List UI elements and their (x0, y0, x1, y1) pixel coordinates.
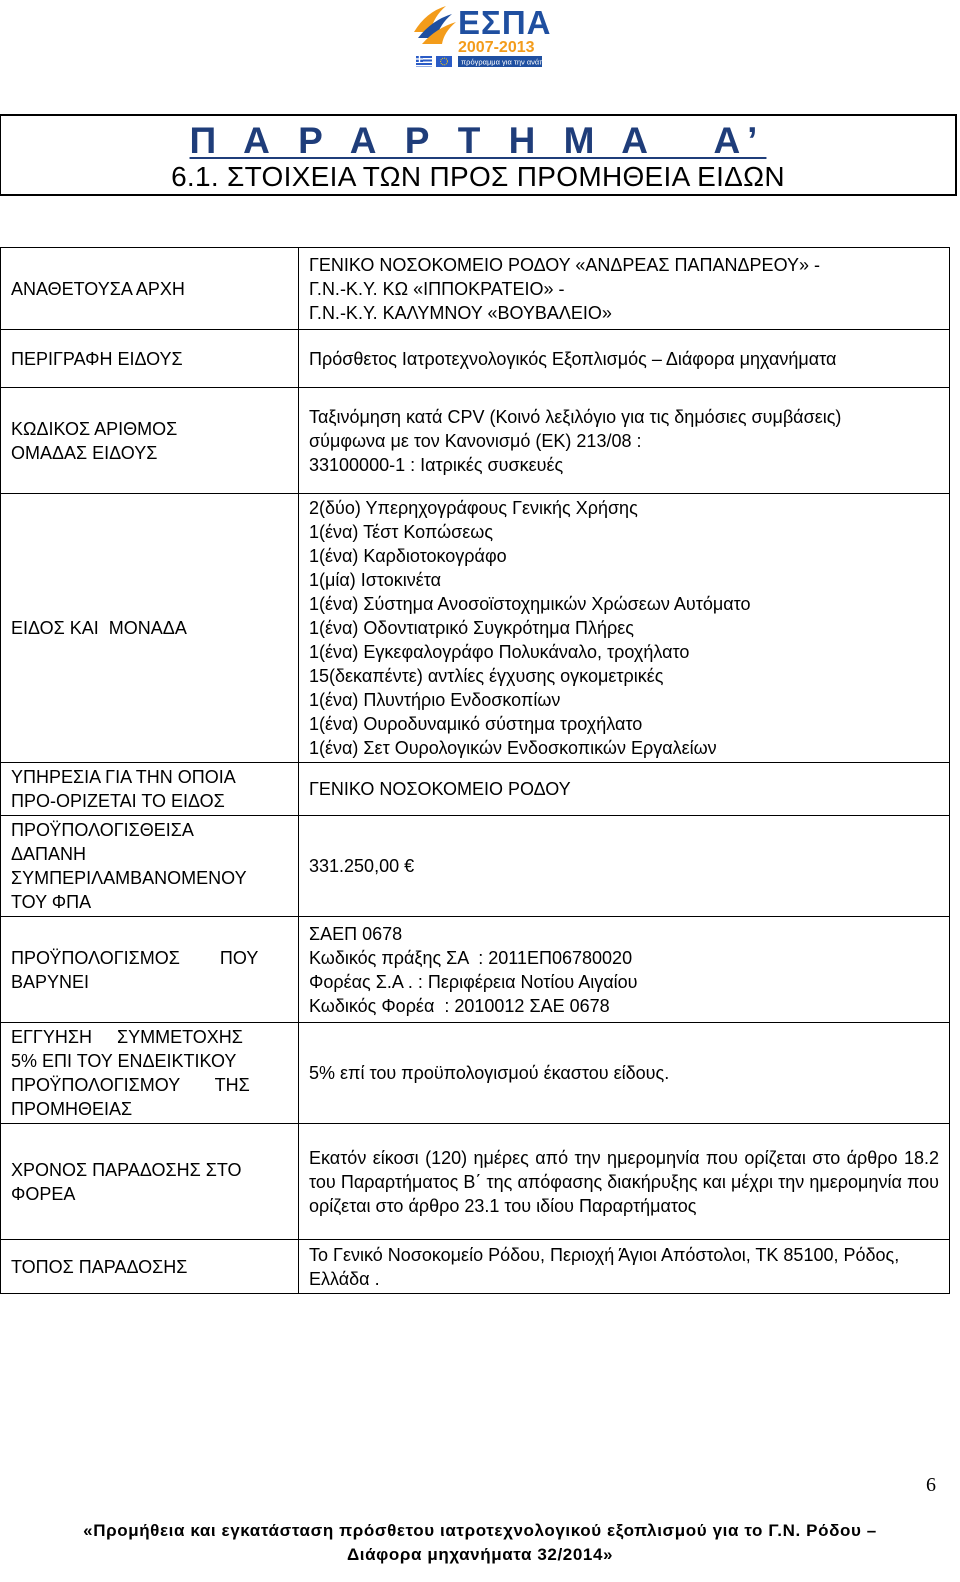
row-label-line: ΣΥΜΠΕΡΙΛΑΜΒΑΝΟΜΕΝΟΥ (11, 868, 247, 888)
row-value-line: 15(δεκαπέντε) αντλίες έγχυσης ογκομετρικές (309, 666, 664, 686)
row-value-line: Κωδικός Φορέα : 2010012 ΣΑΕ 0678 (309, 995, 610, 1016)
row-value-line: 1(ένα) Καρδιοτοκογράφο (309, 546, 507, 566)
row-value-line: 1(ένα) Οδοντιατρικό Συγκρότημα Πλήρες (309, 618, 634, 638)
row-label (1, 330, 299, 388)
eu-flag-icon (436, 56, 452, 67)
row-label-line: ΤΟΥ ΦΠΑ (11, 892, 92, 912)
annex-title: Π Α Ρ Α Ρ Τ Η Μ Α Α’ (189, 120, 767, 161)
logo-years: 2007-2013 (458, 39, 535, 56)
table-row (1, 1023, 950, 1124)
row-value-line: 331.250,00 € (309, 856, 415, 876)
row-value (299, 248, 950, 330)
row-label-line: ΔΑΠΑΝΗ (11, 844, 87, 864)
section-title: 6.1. ΣΤΟΙΧΕΙΑ ΤΩΝ ΠΡΟΣ ΠΡΟΜΗΘΕΙΑ ΕΙΔΩΝ (171, 161, 785, 192)
table-row (1, 763, 950, 816)
row-label-line: ΟΜΑΔΑΣ ΕΙΔΟΥΣ (11, 442, 158, 463)
row-value (299, 330, 950, 388)
row-label-line: ΕΓΓΥΗΣΗ ΣΥΜΜΕΤΟΧΗΣ (11, 1027, 243, 1047)
row-value (299, 1240, 950, 1294)
row-label-line: ΠΡΟΫΠΟΛΟΓΙΣΜΟΥ ΤΗΣ (11, 1075, 250, 1095)
row-label-line: ΕΙΔΟΣ ΚΑΙ ΜΟΝΑΔΑ (11, 618, 187, 638)
row-value-line: Γ.Ν.-Κ.Υ. ΚΩ «ΙΠΠΟΚΡΑΤΕΙΟ» - (309, 278, 565, 299)
row-value-line: ΓΕΝΙΚΟ ΝΟΣΟΚΟΜΕΙΟ ΡΟΔΟΥ (309, 779, 571, 799)
row-value (299, 816, 950, 917)
row-value-line: 1(ένα) Ουροδυναμικό σύστημα τροχήλατο (309, 714, 643, 734)
row-value-line: σύμφωνα με τον Κανονισμό (ΕΚ) 213/08 : (309, 430, 642, 451)
row-label-line: ΦΟΡΕΑ (11, 1183, 76, 1204)
row-label-line: ΠΡΟΜΗΘΕΙΑΣ (11, 1099, 133, 1119)
page-number: 6 (926, 1474, 936, 1496)
row-value-text: Το Γενικό Νοσοκομείο Ρόδου, Περιοχή Άγιοι Απόστολοι, ΤΚ 85100, Ρόδος, Ελλάδα . (309, 1244, 900, 1289)
row-label-line: ΒΑΡΥΝΕΙ (11, 971, 90, 992)
table-row (1, 330, 950, 388)
row-label-line: ΤΟΠΟΣ ΠΑΡΑΔΟΣΗΣ (11, 1256, 188, 1277)
row-value (299, 388, 950, 494)
row-value-line: 1(μία) Ιστοκινέτα (309, 570, 442, 590)
row-label-line: ΚΩΔΙΚΟΣ ΑΡΙΘΜΟΣ (11, 418, 178, 439)
row-label-line: ΠΕΡΙΓΡΑΦΗ ΕΙΔΟΥΣ (11, 348, 183, 369)
table-row (1, 816, 950, 917)
row-value-line: Φορέας Σ.Α . : Περιφέρεια Νοτίου Αιγαίου (309, 971, 638, 992)
row-value (299, 917, 950, 1023)
row-label (1, 917, 299, 1023)
row-label-line: ΑΝΑΘΕΤΟΥΣΑ ΑΡΧΗ (11, 278, 185, 299)
table-row (1, 494, 950, 763)
row-value-line: 1(ένα) Πλυντήριο Ενδοσκοπίων (309, 690, 561, 710)
row-value (299, 1023, 950, 1124)
row-value-line: 1(ένα) Τέστ Κοπώσεως (309, 522, 493, 542)
table-row (1, 917, 950, 1023)
row-value-line: ΓΕΝΙΚΟ ΝΟΣΟΚΟΜΕΙΟ ΡΟΔΟΥ «ΑΝΔΡΕΑΣ ΠΑΠΑΝΔΡΕΟΥ» - (309, 254, 820, 275)
row-label (1, 1240, 299, 1294)
table-row (1, 388, 950, 494)
row-label (1, 388, 299, 494)
row-value-line: ΣΑΕΠ 0678 (309, 923, 403, 944)
logo-slogan: πρόγραμμα για την ανάπτυξη (461, 57, 560, 67)
logo-swoosh (414, 6, 456, 44)
row-label (1, 494, 299, 763)
row-value (299, 494, 950, 763)
espa-logo (412, 2, 560, 70)
footer-line-2: Διάφορα μηχανήματα 32/2014» (346, 1545, 614, 1564)
row-value-line: 2(δύο) Υπερηχογράφους Γενικής Χρήσης (309, 498, 638, 518)
row-label (1, 1124, 299, 1240)
annex-heading-box (0, 114, 957, 196)
greek-flag-icon (416, 56, 432, 67)
row-label (1, 1023, 299, 1124)
row-label (1, 248, 299, 330)
row-value-line: 1(ένα) Εγκεφαλογράφο Πολυκάναλο, τροχήλατο (309, 642, 690, 662)
items-specification-table (0, 247, 950, 1294)
table-row (1, 1124, 950, 1240)
row-label-line: ΥΠΗΡΕΣΙΑ ΓΙΑ ΤΗΝ ΟΠΟΙΑ (11, 767, 236, 787)
row-value-line: 1(ένα) Σετ Ουρολογικών Ενδοσκοπικών Εργαλείων (309, 738, 717, 758)
logo-text: ΕΣΠΑ (458, 4, 552, 41)
row-value-text: Εκατόν είκοσι (120) ημέρες από την ημερομηνία που ορίζεται στο άρθρο 18.2 του Παραρτήματος Β΄ της απόφασης διακήρυξης και μέχρι την ημερομηνία που ορίζεται στο άρθρο 23.1 του ιδίου Παραρτήματος (309, 1147, 939, 1216)
row-value-line: Κωδικός πράξης ΣΑ : 2011ΕΠ06780020 (309, 947, 633, 968)
row-label (1, 763, 299, 816)
row-label-line: 5% ΕΠΙ ΤΟΥ ΕΝΔΕΙΚΤΙΚΟΥ (11, 1051, 237, 1071)
row-label-line: ΠΡΟ-ΟΡΙΖΕΤΑΙ ΤΟ ΕΙΔΟΣ (11, 791, 225, 811)
row-value-line: Ταξινόμηση κατά CPV (Κοινό λεξιλόγιο για τις δημόσιες συμβάσεις) (309, 406, 842, 427)
row-label-line: ΠΡΟΫΠΟΛΟΓΙΣΘΕΙΣΑ (11, 820, 194, 840)
row-value-line: 33100000-1 : Ιατρικές συσκευές (309, 454, 564, 475)
row-value (299, 763, 950, 816)
table-row (1, 1240, 950, 1294)
row-label (1, 816, 299, 917)
row-value-line: 5% επί του προϋπολογισμού έκαστου είδους. (309, 1063, 670, 1083)
row-label-line: ΠΡΟΫΠΟΛΟΓΙΣΜΟΣ ΠΟΥ (11, 947, 259, 968)
row-value (299, 1124, 950, 1240)
footer-line-1: «Προμήθεια και εγκατάσταση πρόσθετου ιατροτεχνολογικού εξοπλισμού για το Γ.Ν. Ρόδου – (83, 1521, 877, 1540)
table-row (1, 248, 950, 330)
row-value-line: Πρόσθετος Ιατροτεχνολογικός Εξοπλισμός – Διάφορα μηχανήματα (309, 348, 837, 369)
document-footer (0, 1519, 960, 1567)
row-value-line: 1(ένα) Σύστημα Ανοσοϊστοχημικών Χρώσεων Αυτόματο (309, 594, 751, 614)
row-label-line: ΧΡΟΝΟΣ ΠΑΡΑΔΟΣΗΣ ΣΤΟ (11, 1159, 242, 1180)
row-value-line: Γ.Ν.-Κ.Υ. ΚΑΛΥΜΝΟΥ «ΒΟΥΒΑΛΕΙΟ» (309, 302, 612, 323)
